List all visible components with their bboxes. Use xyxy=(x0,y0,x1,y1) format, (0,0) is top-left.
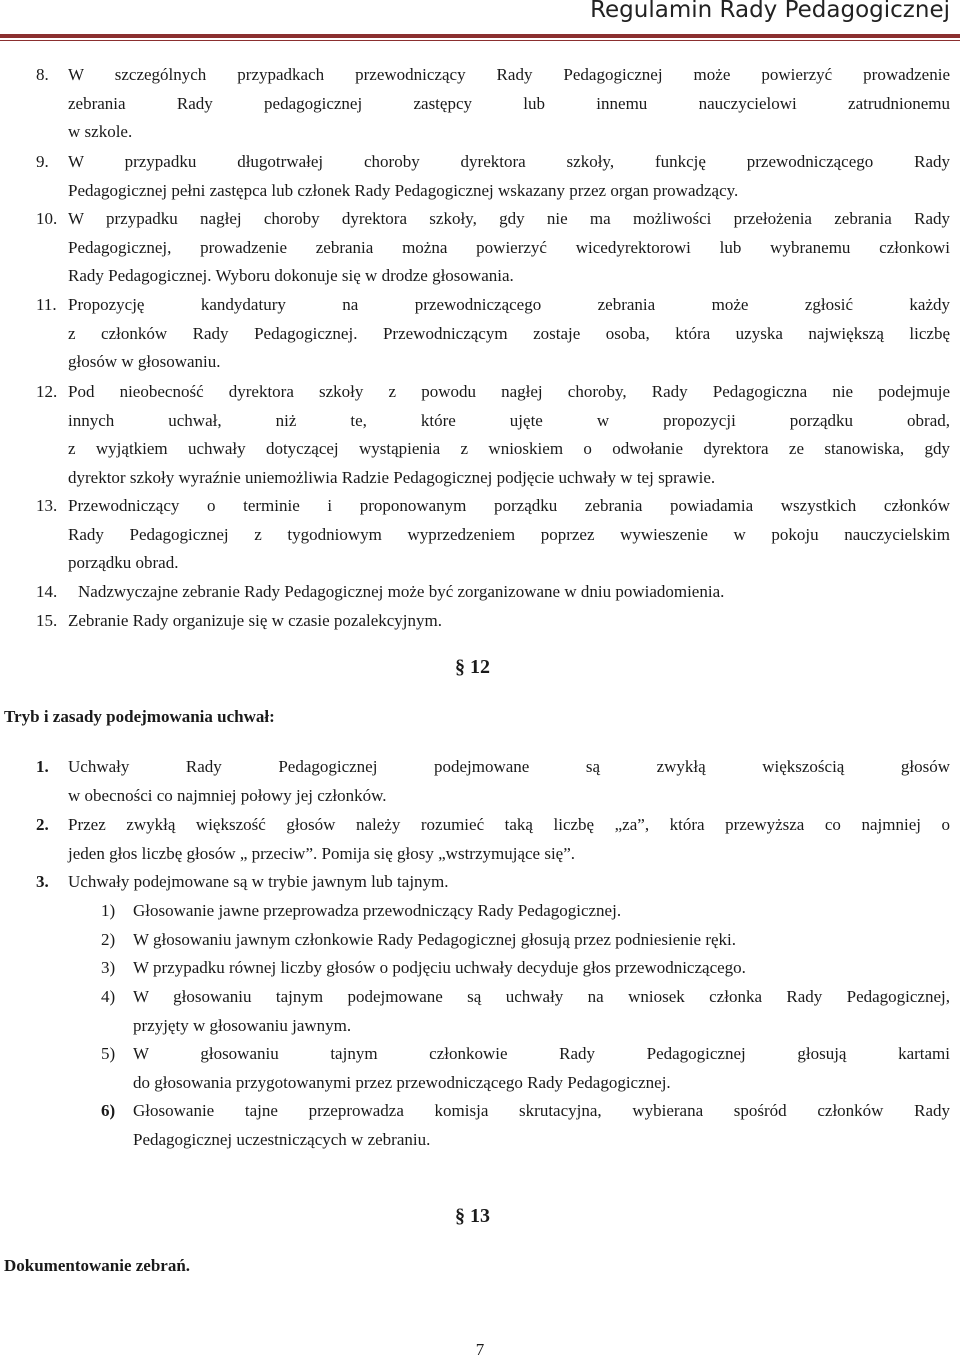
item-line: dyrektor szkoły wyraźnie uniemożliwia Radzie Pedagogicznej podjęcie uchwały w tej sprawie. xyxy=(68,467,716,487)
subitem-number: 6) xyxy=(101,1101,116,1120)
item-line: Rady Pedagogicznej. Wyboru dokonuje się w drodze głosowania. xyxy=(68,266,514,286)
list-item-8 xyxy=(36,61,950,147)
subitem-5 xyxy=(101,1040,950,1097)
item-line: innych uchwał, niż te, które ujęte w propozycji porządku obrad, xyxy=(68,410,950,430)
section-title-13: Dokumentowanie zebrań. xyxy=(4,1256,191,1275)
subitem-line: W głosowaniu tajnym członkowie Rady Pedagogicznej głosują kartami xyxy=(133,1044,950,1063)
item-number: 2. xyxy=(36,815,49,834)
subitem-line: Głosowanie jawne przeprowadza przewodniczący Rady Pedagogicznej. xyxy=(133,901,622,920)
list-item-13 xyxy=(36,492,950,578)
item-line: zebrania Rady pedagogicznej zastępcy lub innemu nauczycielowi zatrudnionemu xyxy=(68,93,950,113)
header-rule xyxy=(0,34,960,38)
item-line: Uchwały Rady Pedagogicznej podejmowane są zwykłą większością głosów xyxy=(68,757,950,776)
item-line: głosów w głosowaniu. xyxy=(68,352,221,372)
item-line: w szkole. xyxy=(68,122,133,142)
item-number: 14. xyxy=(36,582,58,601)
item-number: 3. xyxy=(36,872,49,891)
list-item-10 xyxy=(36,205,950,291)
subitem-number: 1) xyxy=(101,901,116,920)
item-number: 8. xyxy=(36,65,49,84)
subitem-4 xyxy=(101,983,950,1040)
item-line: z wyjątkiem uchwały dotyczącej wystąpienia z wnioskiem o odwołanie dyrektora ze stanowiska, gdy xyxy=(68,439,950,459)
item-line: z członków Rady Pedagogicznej. Przewodniczącym zostaje osoba, która uzyska największą liczbę xyxy=(68,323,950,343)
list-item-15 xyxy=(36,607,950,636)
list-item-9 xyxy=(36,148,950,205)
item-number: 12. xyxy=(36,382,58,401)
item-line: Propozycję kandydatury na przewodniczącego zebrania może zgłosić każdy xyxy=(68,295,950,314)
list-item-12 xyxy=(36,378,950,492)
item-line: Przez zwykłą większość głosów należy rozumieć taką liczbę „za”, która przewyższa co najmniej o xyxy=(68,815,950,834)
header-title: Regulamin Rady Pedagogicznej xyxy=(590,0,950,23)
subitem-number: 2) xyxy=(101,930,116,949)
section-sign-12: § 12 xyxy=(455,656,490,678)
subitem-line: do głosowania przygotowanymi przez przewodniczącego Rady Pedagogicznej. xyxy=(133,1072,671,1092)
list-item-11 xyxy=(36,291,950,377)
item-line: Pedagogicznej pełni zastępca lub członek Rady Pedagogicznej wskazany przez organ prowadzący. xyxy=(68,180,739,200)
item-number: 13. xyxy=(36,496,58,515)
item-line: Pod nieobecność dyrektora szkoły z powodu nagłej choroby, Rady Pedagogiczna nie podejmuje xyxy=(68,382,950,401)
subitem-line: Głosowanie tajne przeprowadza komisja skrutacyjna, wybierana spośród członków Rady xyxy=(133,1101,950,1120)
item-number: 10. xyxy=(36,209,58,228)
header-rule-thin xyxy=(0,40,960,41)
item-line: W szczególnych przypadkach przewodniczący Rady Pedagogicznej może powierzyć prowadzenie xyxy=(68,65,950,84)
item-line: Pedagogicznej, prowadzenie zebrania można powierzyć wicedyrektorowi lub wybranemu członkowi xyxy=(68,237,950,257)
item-number: 1. xyxy=(36,757,49,776)
item-line: Rady Pedagogicznej z tygodniowym wyprzedzeniem poprzez wywieszenie w pokoju nauczycielskim xyxy=(68,524,950,544)
item-number: 9. xyxy=(36,152,49,171)
subitem-number: 4) xyxy=(101,987,116,1006)
rule-item-2 xyxy=(36,811,950,868)
item-number: 11. xyxy=(36,295,57,314)
subitem-line: W głosowaniu tajnym podejmowane są uchwały na wniosek członka Rady Pedagogicznej, xyxy=(133,987,950,1006)
subitem-line: W przypadku równej liczby głosów o podjęciu uchwały decyduje głos przewodniczącego. xyxy=(133,958,746,977)
item-line: jeden głos liczbę głosów „ przeciw”. Pomija się głosy „wstrzymujące się”. xyxy=(68,843,576,863)
page-header xyxy=(0,0,960,34)
item-line: w obecności co najmniej połowy jej członków. xyxy=(68,785,387,805)
item-line: Nadzwyczajne zebranie Rady Pedagogicznej może być zorganizowane w dniu powiadomienia. xyxy=(78,582,725,601)
section-title-12: Tryb i zasady podejmowania uchwał: xyxy=(4,707,275,726)
subitem-line: Pedagogicznej uczestniczących w zebraniu. xyxy=(133,1129,431,1149)
item-line: Zebranie Rady organizuje się w czasie pozalekcyjnym. xyxy=(68,611,443,630)
subitem-number: 5) xyxy=(101,1044,116,1063)
rule-item-3 xyxy=(36,868,950,897)
item-line: W przypadku długotrwałej choroby dyrektora szkoły, funkcję przewodniczącego Rady xyxy=(68,152,950,171)
section-sign-13: § 13 xyxy=(455,1205,490,1227)
subitem-line: W głosowaniu jawnym członkowie Rady Pedagogicznej głosują przez podniesienie ręki. xyxy=(133,930,737,949)
subitem-2 xyxy=(101,926,950,955)
item-number: 15. xyxy=(36,611,58,630)
item-line: W przypadku nagłej choroby dyrektora szkoły, gdy nie ma możliwości przełożenia zebrania Rady xyxy=(68,209,950,228)
subitem-number: 3) xyxy=(101,958,116,977)
item-line: Uchwały podejmowane są w trybie jawnym lub tajnym. xyxy=(68,872,449,891)
rule-item-1 xyxy=(36,753,950,810)
list-item-14 xyxy=(36,578,950,607)
subitem-1 xyxy=(101,897,950,926)
subitem-line: przyjęty w głosowaniu jawnym. xyxy=(133,1015,352,1035)
page-number: 7 xyxy=(475,1340,485,1359)
item-line: Przewodniczący o terminie i proponowanym porządku zebrania powiadamia wszystkich członków xyxy=(68,496,950,515)
subitem-3 xyxy=(101,954,950,983)
subitem-6 xyxy=(101,1097,950,1154)
item-line: porządku obrad. xyxy=(68,553,179,573)
